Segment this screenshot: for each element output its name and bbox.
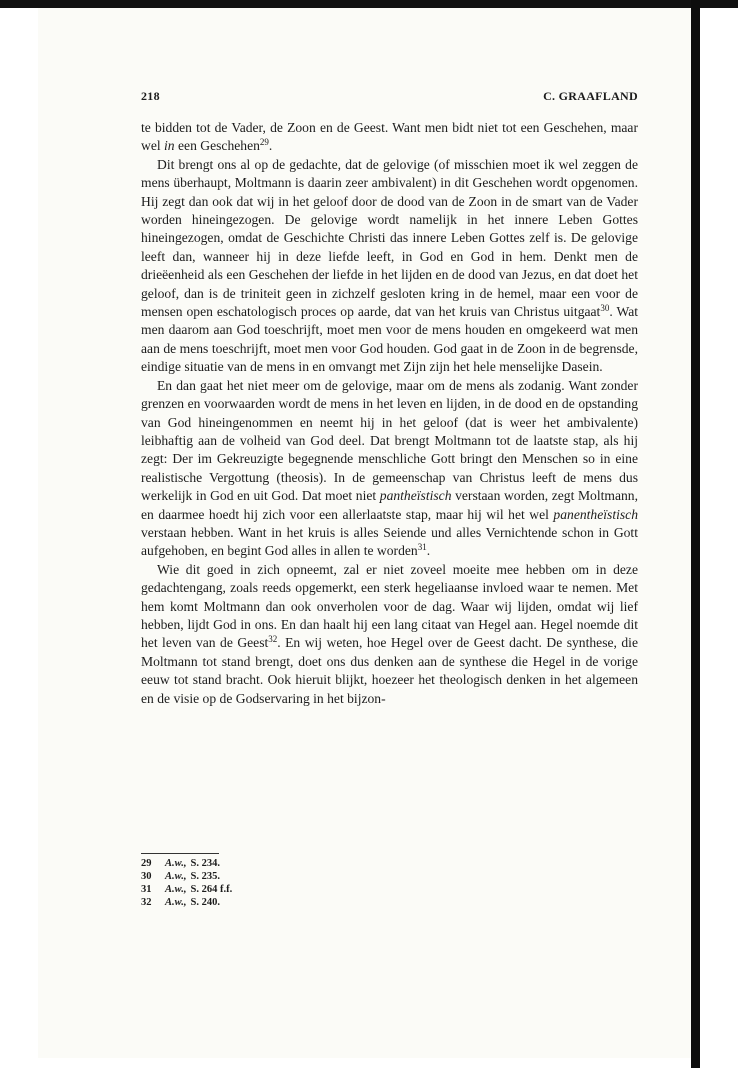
footnote-number: 31 xyxy=(141,884,152,895)
text-run: . xyxy=(268,138,273,154)
text-run: En dan gaat het niet meer om de gelovige, maar om de mens als zodanig. Want zonder grenzen en voorwaarden wordt de mens in het leven en lijden, in de dood en de opstanding van God hineingenommen en neemt hij in het geloof (dat is weer het ambivalente) leibhaftig aan de volheid van God deel. Dat brengt Moltmann tot de laatste stap, als hij zegt: Der im Gekreuzigte begegnende menschliche Gott bringt den Menschen so in eine realistische Vergottung (theosis). In de gemeenschap van Christus leeft de mens dus werkelijk in God en uit God. Dat moet niet xyxy=(141,377,638,504)
footnote xyxy=(141,883,441,896)
text-run: Wie dit goed in zich opneemt, zal er niet zoveel moeite mee hebben om in deze gedachtengang, zoals reeds opgemerkt, een sterk hegeliaanse invloed waar te nemen. Met hem komt Moltmann dan ook onverholen voor de dag. Waar wij lijden, omdat wij lief hebben, lijdt God in ons. En dan haalt hij een lang citaat van Hegel aan. Hegel noemde dit het leven van de Geest xyxy=(141,561,638,651)
emphasis-text: panentheïstisch xyxy=(553,506,638,522)
text-run: verstaan worden, zegt Moltmann, en daarmee hoedt hij zich voor een allerlaatste stap, maar hij wil het wel xyxy=(141,488,638,522)
footnote-text: S. 240. xyxy=(190,897,220,908)
paragraph xyxy=(141,156,638,377)
footnote xyxy=(141,857,441,870)
footnote-text: S. 234. xyxy=(190,858,220,869)
footnote xyxy=(141,896,441,909)
footnotes xyxy=(141,857,441,909)
footnote-divider xyxy=(141,853,219,854)
text-run: . xyxy=(426,543,431,559)
running-author: C. GRAAFLAND xyxy=(543,89,638,103)
footnote-reference: A.w., xyxy=(165,871,187,882)
footnote-marker: 29 xyxy=(259,137,269,148)
running-header xyxy=(141,89,638,105)
emphasis-text: pantheïstisch xyxy=(379,488,452,504)
footnote-marker: 32 xyxy=(268,634,278,645)
footnote-reference: A.w., xyxy=(165,858,187,869)
footnote-number: 32 xyxy=(141,897,152,908)
page-number: 218 xyxy=(141,89,160,103)
paragraph xyxy=(141,561,638,708)
scan-border-top xyxy=(0,0,738,8)
scan-border-right xyxy=(691,0,700,1068)
footnote-marker: 30 xyxy=(600,303,610,314)
text-run: een Geschehen xyxy=(174,138,260,154)
text-run: Dit brengt ons al op de gedachte, dat de gelovige (of misschien moet ik wel zeggen de mens überhaupt, Moltmann is daarin zeer ambivalent) in dit Geschehen wordt opgenomen. Hij zegt dan ook dat wij in het geloof door de dood van de Zoon in de smart van de Vader worden hineingezogen. De gelovige wordt namelijk in het innere Leben Gottes hineingezogen, omdat de Geschichte Christi das innere Leben Gottes zelf is. De gelovige leeft dan, wanneer hij in deze liefde leeft, in God en God in hem. Denkt men de drieëenheid als een Geschehen der liefde in het lijden en de dood van Jezus, en dat doet het geloof, dan is de triniteit geen in zichzelf gesloten kring in de hemel, maar een voor de mensen open eschatologisch proces op aarde, dat van het kruis van Christus uitgaat xyxy=(141,156,638,320)
footnote-text: S. 235. xyxy=(190,871,220,882)
text-run: verstaan hebben. Want in het kruis is alles Seiende und alles Vernichtende schon in Gott aufgehoben, en begint God alles in allen te worden xyxy=(141,524,638,559)
text-run: . Wat men daarom aan God toeschrijft, moet men voor de mens houden en omgekeerd wat men aan de mens toeschrijft, moet men voor God houden. God gaat in de Zoon in de begrensde, eindige situatie van de mens in en omvangt met Zijn zijn het hele menselijke Dasein. xyxy=(141,304,639,375)
footnote xyxy=(141,870,441,883)
footnote-reference: A.w., xyxy=(165,884,187,895)
emphasis-text: in xyxy=(164,138,175,154)
footnote-number: 29 xyxy=(141,858,152,869)
paragraph xyxy=(141,119,638,156)
paragraph xyxy=(141,377,638,561)
text-run: te bidden tot de Vader, de Zoon en de Geest. Want men bidt niet tot een Geschehen, maar wel xyxy=(141,120,638,154)
text-run: . En wij weten, hoe Hegel over de Geest dacht. De synthese, die Moltmann tot stand brengt, doet ons dus denken aan de synthese die Hegel in de vorige eeuw tot stand bracht. Ook hieruit blijkt, hoezeer het theologisch denken in het algemeen en de visie op de Godservaring in het bijzon- xyxy=(141,635,638,706)
body-text xyxy=(141,119,638,708)
footnote-reference: A.w., xyxy=(165,897,187,908)
footnote-text: S. 264 f.f. xyxy=(190,884,233,895)
footnote-number: 30 xyxy=(141,871,152,882)
footnote-marker: 31 xyxy=(417,542,427,553)
